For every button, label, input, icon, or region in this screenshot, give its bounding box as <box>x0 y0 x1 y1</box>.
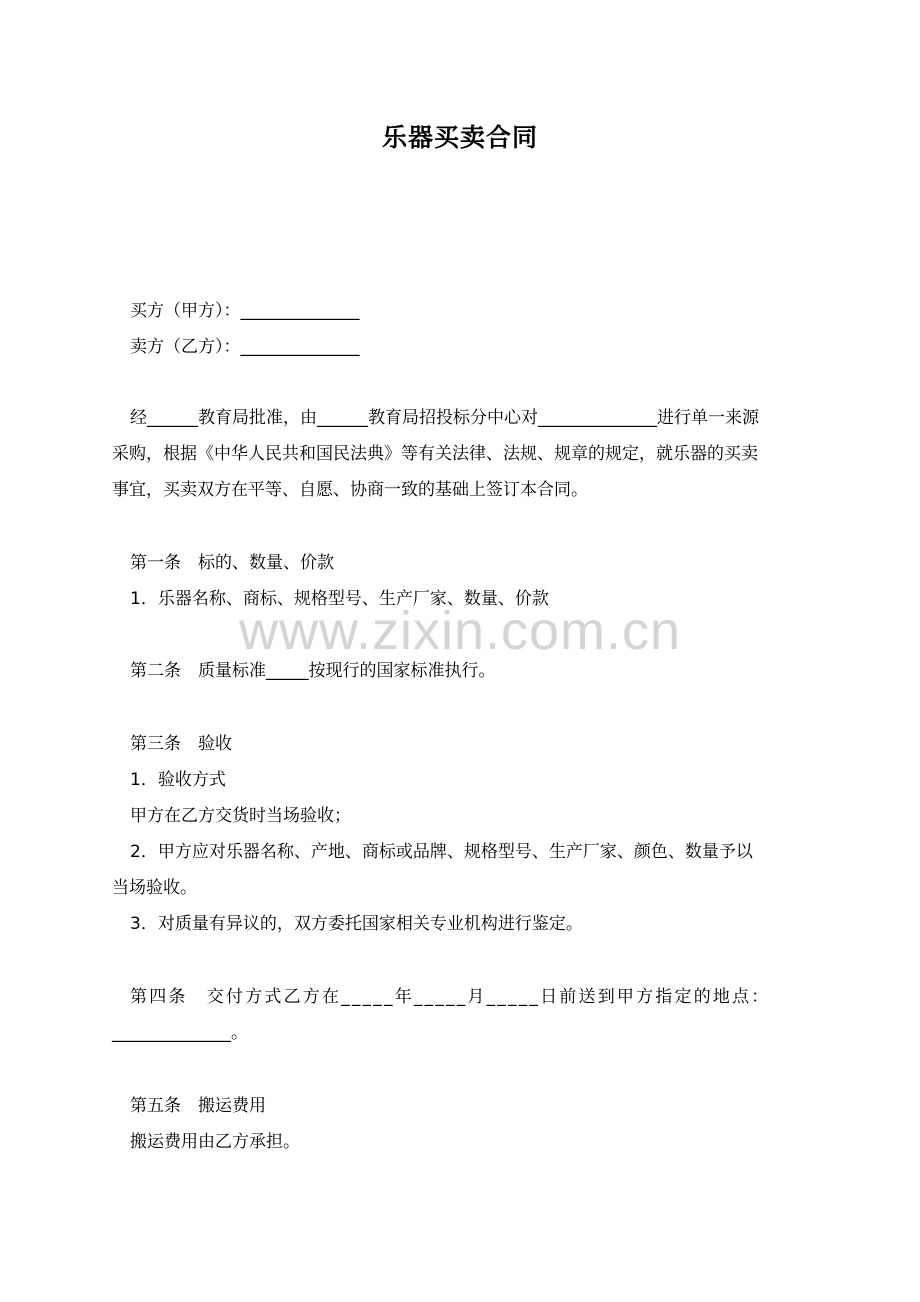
article-3-heading: 第三条 验收 <box>130 734 232 754</box>
buyer-line: 买方（甲方）：______________ <box>130 301 360 321</box>
article-4-line-2: ______________。 <box>112 1023 248 1043</box>
article-1-item-1: 1．乐器名称、商标、规格型号、生产厂家、数量、价款 <box>130 589 549 609</box>
article-3-item-2-line-2: 当场验收。 <box>112 878 197 898</box>
article-3-item-3: 3．对质量有异议的，双方委托国家相关专业机构进行鉴定。 <box>130 914 583 934</box>
article-4-line-1: 第四条 交付方式乙方在_____年_____月_____日前送到甲方指定的地点： <box>130 987 771 1007</box>
article-1-heading: 第一条 标的、数量、价款 <box>130 553 334 573</box>
intro-line-2: 采购，根据《中华人民共和国民法典》等有关法律、法规、规章的规定，就乐器的买卖 <box>112 444 758 464</box>
article-2: 第二条 质量标准_____按现行的国家标准执行。 <box>130 661 496 681</box>
article-3-item-1: 1．验收方式 <box>130 770 226 790</box>
article-5-text: 搬运费用由乙方承担。 <box>130 1132 300 1152</box>
article-3-method: 甲方在乙方交货时当场验收； <box>130 806 351 826</box>
document-title: 乐器买卖合同 <box>381 123 538 152</box>
seller-line: 卖方（乙方）：______________ <box>130 337 360 357</box>
intro-line-1: 经______教育局批准，由______教育局招投标分中心对______________进行单一来源 <box>130 408 759 428</box>
article-5-heading: 第五条 搬运费用 <box>130 1096 266 1116</box>
intro-line-3: 事宜，买卖双方在平等、自愿、协商一致的基础上签订本合同。 <box>112 480 588 500</box>
watermark: www.zixin.com.cn <box>238 601 682 661</box>
article-3-item-2-line-1: 2．甲方应对乐器名称、产地、商标或品牌、规格型号、生产厂家、颜色、数量予以 <box>130 842 753 862</box>
